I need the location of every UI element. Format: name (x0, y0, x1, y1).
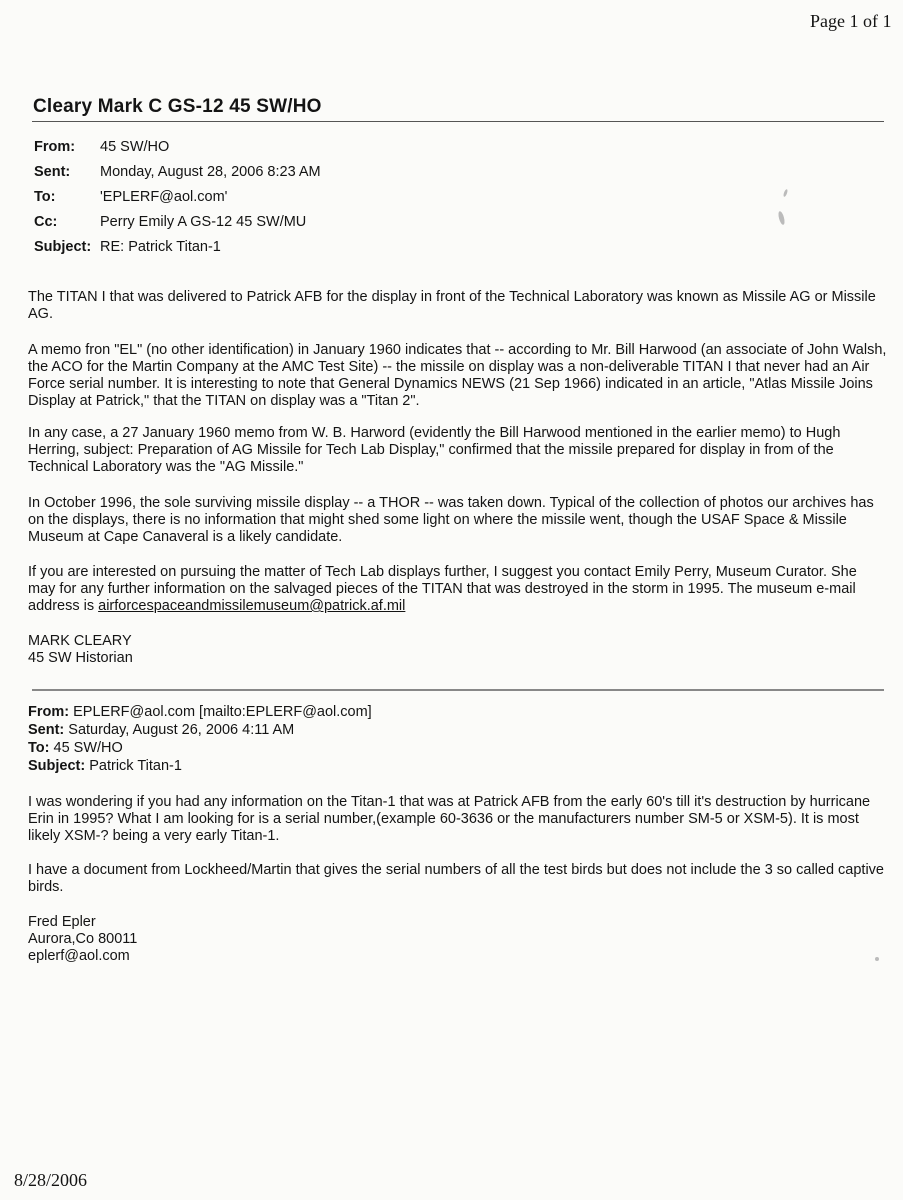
original-subject-label: Subject: (28, 758, 86, 774)
subject-label: Subject: (34, 239, 92, 255)
reply-signature-role: 45 SW Historian (28, 650, 133, 666)
original-message-divider (32, 689, 884, 691)
cc-value: Perry Emily A GS-12 45 SW/MU (100, 214, 307, 230)
original-subject-value: Patrick Titan-1 (89, 758, 182, 774)
original-sent-label: Sent: (28, 722, 65, 738)
header-divider (32, 121, 884, 122)
original-paragraph: I have a document from Lockheed/Martin that gives the serial numbers of all the test birds but does not include the 3 so called captive birds. (28, 862, 884, 895)
sent-value: Monday, August 28, 2006 8:23 AM (100, 164, 321, 180)
original-signature-email: eplerf@aol.com (28, 948, 130, 964)
email-sender-title: Cleary Mark C GS-12 45 SW/HO (33, 96, 322, 117)
original-signature-name: Fred Epler (28, 914, 96, 930)
header-subject (34, 239, 221, 255)
scan-mark (875, 957, 879, 961)
original-to-label: To: (28, 740, 50, 756)
original-paragraph: I was wondering if you had any information on the Titan-1 that was at Patrick AFB from the early 60's till it's destruction by hurricane Erin in 1995? What I am looking for is a serial number,(example 60-3636 or the manufacturers number SM-5 or XSM-5). It is most likely XSM-? being a very early Titan-1. (28, 794, 871, 844)
original-from (28, 704, 372, 720)
print-date: 8/28/2006 (14, 1170, 88, 1190)
original-sent (28, 722, 294, 738)
header-to (34, 189, 227, 205)
original-to-value: 45 SW/HO (53, 740, 123, 756)
reply-paragraph: In any case, a 27 January 1960 memo from W. B. Harword (evidently the Bill Harwood mentioned in the earlier memo) to Hugh Herring, subject: Preparation of AG Missile for Tech Lab Display," confirmed that the missile prepared for display in from of the Technical Laboratory was the "AG Missile." (28, 425, 841, 475)
original-sent-value: Saturday, August 26, 2006 4:11 AM (68, 722, 295, 738)
reply-signature-name: MARK CLEARY (28, 633, 132, 649)
original-from-value: EPLERF@aol.com [mailto:EPLERF@aol.com] (73, 704, 372, 720)
original-from-label: From: (28, 704, 70, 720)
museum-paragraph (28, 564, 888, 615)
header-cc (34, 214, 306, 230)
to-label: To: (34, 189, 56, 205)
museum-email-link[interactable]: airforcespaceandmissilemuseum@patrick.af.mil (98, 598, 406, 614)
original-to (28, 740, 123, 756)
from-value: 45 SW/HO (100, 139, 170, 155)
page-number: Page 1 of 1 (810, 11, 892, 31)
cc-label: Cc: (34, 214, 58, 230)
reply-paragraph: The TITAN I that was delivered to Patrick AFB for the display in front of the Technical Laboratory was known as Missile AG or Missile AG. (28, 289, 876, 322)
header-sent (34, 164, 321, 180)
sent-label: Sent: (34, 164, 71, 180)
scan-mark (777, 211, 785, 226)
original-subject (28, 758, 182, 774)
subject-value: RE: Patrick Titan-1 (100, 239, 221, 255)
scan-mark (783, 189, 789, 198)
original-signature-city: Aurora,Co 80011 (28, 931, 138, 947)
museum-paragraph-text: If you are interested on pursuing the matter of Tech Lab displays further, I suggest you contact Emily Perry, Museum Curator. She may for any further information on the salvaged pieces of the TITAN that was destroyed in the storm in 1995. The museum e-mail address is (28, 564, 857, 614)
reply-paragraph: A memo fron "EL" (no other identification) in January 1960 indicates that -- according to Mr. Bill Harwood (an associate of John Walsh, the ACO for the Martin Company at the AMC Test Site) -- the missile on display was a non-deliverable TITAN I that never had an Air Force serial number. It is interesting to note that General Dynamics NEWS (21 Sep 1966) indicated in an article, "Atlas Missile Joins Display at Patrick," that the TITAN on display was a "Titan 2". (28, 342, 887, 409)
to-value: 'EPLERF@aol.com' (100, 189, 228, 205)
from-label: From: (34, 139, 76, 155)
header-from (34, 139, 169, 155)
reply-paragraph: In October 1996, the sole surviving missile display -- a THOR -- was taken down. Typical of the collection of photos our archives has on the displays, there is no information that might shed some light on where the missile went, though the USAF Space & Missile Museum at Cape Canaveral is a likely candidate. (28, 495, 874, 545)
